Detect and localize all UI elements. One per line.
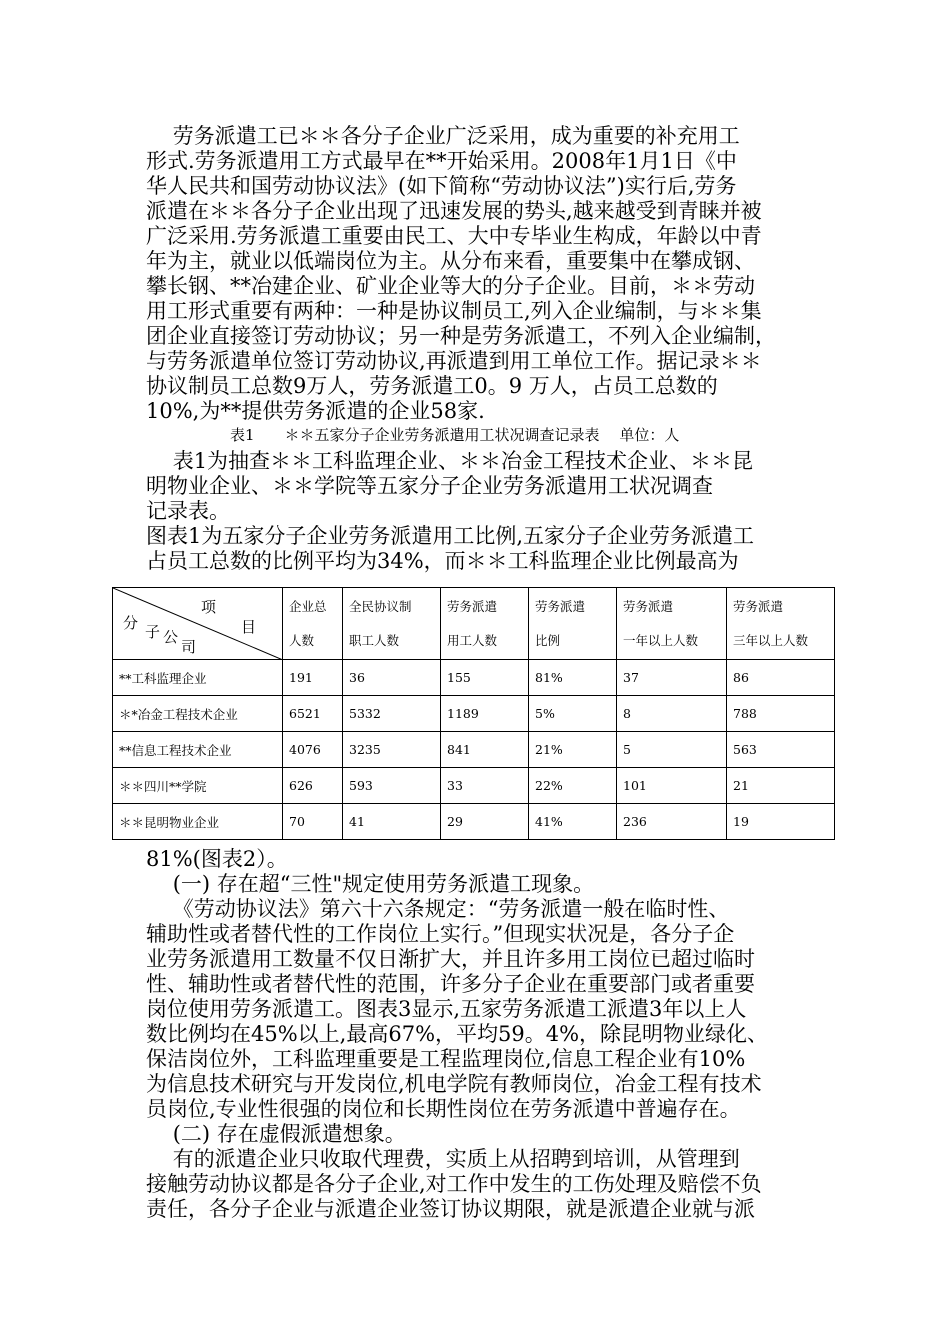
row-label: ＊*冶金工程技术企业 [113,696,283,732]
cell: 4076 [283,732,343,768]
cell: 21 [727,768,835,804]
text-line: 有的派遣企业只收取代理费，实质上从招聘到培训，从管理到 [146,1147,740,1171]
corner-label: 项 [201,598,217,616]
text-line: (一) 存在超“三性"规定使用劳务派遣工现象。 [146,872,595,896]
text-line: 表1为抽查＊＊工科监理企业、＊＊冶金工程技术企业、＊＊昆 [146,449,754,473]
cell: 86 [727,660,835,696]
cell: 101 [617,768,727,804]
cell: 41% [529,804,617,840]
text-line: 《劳动协议法》第六十六条规定：“劳务派遣一般在临时性、 [146,897,730,921]
cell: 41 [343,804,441,840]
cell: 6521 [283,696,343,732]
text-line: 劳务派遣工已＊＊各分子企业广泛采用，成为重要的补充用工 [146,124,740,148]
text-line: 岗位使用劳务派遣工。图表3显示,五家劳务派遣工派遣3年以上人 [146,997,747,1021]
cell: 5 [617,732,727,768]
text-line: 派遣在＊＊各分子企业出现了迅速发展的势头,越来越受到青睐并被 [146,199,762,223]
text-line: 辅助性或者替代性的工作岗位上实行。”但现实状况是，各分子企 [146,922,735,946]
text-line: 记录表。 [146,499,230,523]
cell: 1189 [441,696,529,732]
column-header: 劳务派遣 三年以上人数 [727,588,835,660]
cell: 37 [617,660,727,696]
text-line: 81%(图表2）。 [146,847,288,871]
text-line: 团企业直接签订劳动协议；另一种是劳务派遣工，不列入企业编制， [146,324,776,348]
column-header: 企业总 人数 [283,588,343,660]
corner-label: 子 [145,623,161,641]
text-line: 10%,为**提供劳务派遣的企业58家. [146,399,485,423]
text-line: (二) 存在虚假派遣想象。 [146,1122,406,1146]
cell: 8 [617,696,727,732]
text-line: 保洁岗位外，工科监理重要是工程监理岗位,信息工程企业有10% [146,1047,746,1071]
column-header: 劳务派遣 比例 [529,588,617,660]
cell: 70 [283,804,343,840]
text-line: 性、辅助性或者替代性的范围，许多分子企业在重要部门或者重要 [146,972,755,996]
table-row [113,660,835,696]
text-line: 数比例均在45%以上,最高67%，平均59。4%，除昆明物业绿化、 [146,1022,769,1046]
cell: 841 [441,732,529,768]
cell: 626 [283,768,343,804]
text-line: 攀长钢、**冶建企业、矿业企业等大的分子企业。目前，＊＊劳动 [146,274,755,298]
text-line: 业劳务派遣用工数量不仅日渐扩大，并且许多用工岗位已超过临时 [146,947,755,971]
table-row [113,804,835,840]
text-line: 与劳务派遣单位签订劳动协议,再派遣到用工单位工作。据记录＊＊ [146,349,762,373]
corner-label: 目 [241,618,257,636]
cell: 191 [283,660,343,696]
text-line: 协议制员工总数9万人，劳务派遣工0。9 万人，占员工总数的 [146,374,718,398]
table-caption: 表1 ＊＊五家分子企业劳务派遣用工状况调查记录表 单位：人 [230,426,680,444]
diagonal-header-cell [113,588,283,660]
text-line: 形式.劳务派遣用工方式最早在**开始采用。2008年1月1日《中 [146,149,737,173]
column-header: 劳务派遣 用工人数 [441,588,529,660]
text-line: 用工形式重要有两种：一种是协议制员工,列入企业编制，与＊＊集 [146,299,762,323]
text-line: 广泛采用.劳务派遣工重要由民工、大中专毕业生构成，年龄以中青 [146,224,762,248]
text-line: 明物业企业、＊＊学院等五家分子企业劳务派遣用工状况调查 [146,474,713,498]
row-label: **信息工程技术企业 [113,732,283,768]
cell: 81% [529,660,617,696]
row-label: **工科监理企业 [113,660,283,696]
column-header: 劳务派遣 一年以上人数 [617,588,727,660]
row-label: ＊＊昆明物业企业 [113,804,283,840]
cell: 593 [343,768,441,804]
cell: 563 [727,732,835,768]
text-line: 年为主，就业以低端岗位为主。从分布来看，重要集中在攀成钢、 [146,249,755,273]
table-header-row [113,588,835,660]
cell: 3235 [343,732,441,768]
table-row [113,696,835,732]
text-line: 图表1为五家分子企业劳务派遣用工比例,五家分子企业劳务派遣工 [146,524,755,548]
cell: 33 [441,768,529,804]
text-line: 接触劳动协议都是各分子企业,对工作中发生的工伤处理及赔偿不负 [146,1172,762,1196]
corner-label: 公 [163,628,179,646]
table-row [113,768,835,804]
corner-label: 司 [181,638,197,656]
corner-label: 分 [123,614,139,632]
text-line: 员岗位,专业性很强的岗位和长期性岗位在劳务派遣中普遍存在。 [146,1097,741,1121]
cell: 788 [727,696,835,732]
table-row [113,732,835,768]
text-line: 占员工总数的比例平均为34%，而＊＊工科监理企业比例最高为 [146,549,739,573]
cell: 155 [441,660,529,696]
column-header: 全民协议制 职工人数 [343,588,441,660]
cell: 29 [441,804,529,840]
cell: 5332 [343,696,441,732]
cell: 22% [529,768,617,804]
text-line: 责任，各分子企业与派遣企业签订协议期限，就是派遣企业就与派 [146,1197,755,1221]
row-label: ＊＊四川**学院 [113,768,283,804]
cell: 21% [529,732,617,768]
cell: 236 [617,804,727,840]
text-line: 华人民共和国劳动协议法》(如下简称“劳动协议法”)实行后,劳务 [146,174,737,198]
survey-table [112,587,835,840]
cell: 5% [529,696,617,732]
cell: 36 [343,660,441,696]
text-line: 为信息技术研究与开发岗位,机电学院有教师岗位，冶金工程有技术 [146,1072,762,1096]
cell: 19 [727,804,835,840]
